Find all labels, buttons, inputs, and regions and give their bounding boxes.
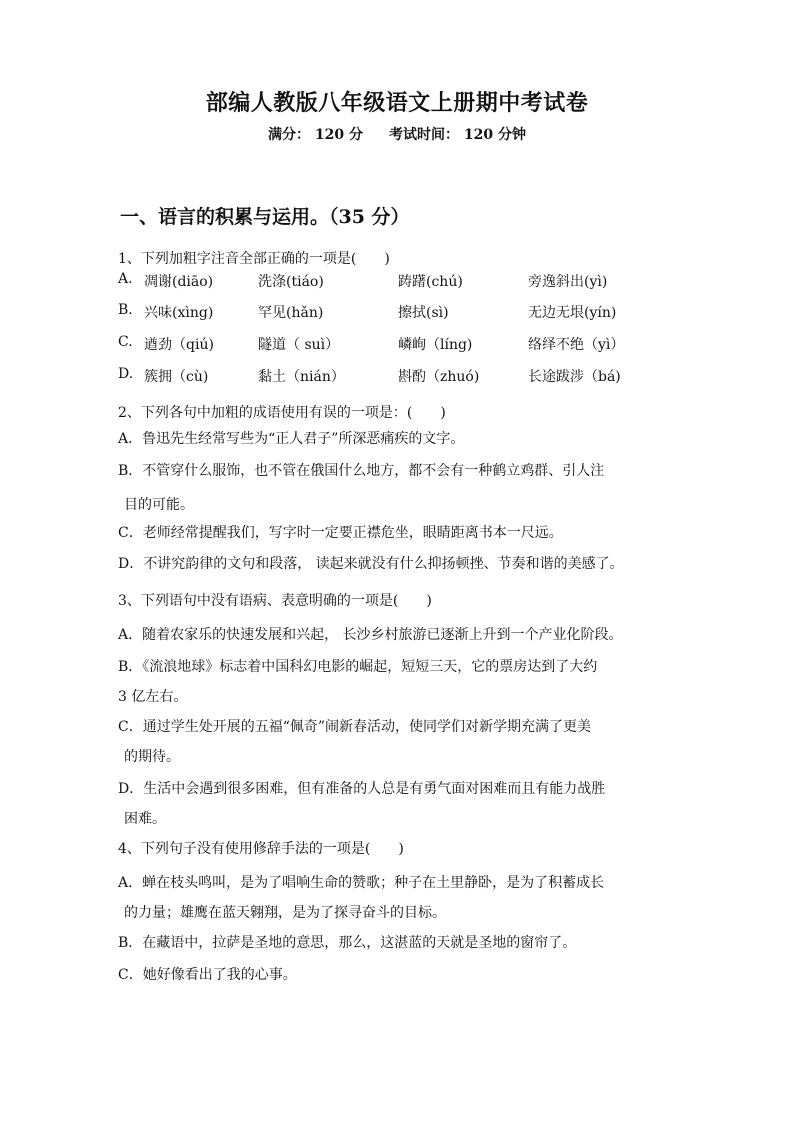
- question-1-stem: 1、下列加粗字注音全部正确的一项是( ): [118, 251, 390, 267]
- q4-option-a: A．蝉在枝头鸣叫，是为了唱响生命的赞歌；种子在土里静卧，是为了积蓄成长: [118, 875, 605, 891]
- q3-option-b: B．《流浪地球》标志着中国科幻电影的崛起，短短三天，它的票房达到了大约: [118, 659, 598, 675]
- option-label: C.: [118, 334, 133, 350]
- option-label: A.: [118, 271, 133, 287]
- q1-option-row-c: [118, 334, 678, 354]
- option-item: 洗涤(tiáo): [258, 274, 324, 290]
- q2-option-c: C．老师经常提醒我们，写字时一定要正襟危坐，眼睛距离书本一尺远。: [118, 525, 563, 541]
- q1-option-row-a: [118, 271, 678, 291]
- q3-option-d-cont: 困难。: [124, 811, 166, 827]
- option-item: 踌躇(chú): [398, 274, 463, 290]
- exam-time: 考试时间： 120 分钟: [389, 127, 526, 143]
- option-label: B.: [118, 302, 133, 318]
- q3-option-c: C．通过学生处开展的五福“佩奇”闹新春活动，使同学们对新学期充满了更美: [118, 719, 592, 735]
- option-item: 隧道（ suì）: [258, 337, 340, 353]
- q2-option-a: A．鲁迅先生经常写些为“正人君子”所深恶痛疾的文字。: [118, 431, 465, 447]
- option-item: 嶙峋（líng): [398, 337, 473, 353]
- option-item: 无边无垠(yín): [528, 305, 617, 321]
- q4-option-b: B．在藏语中，拉萨是圣地的意思，那么，这湛蓝的天就是圣地的窗帘了。: [118, 935, 577, 951]
- question-4-stem: 4、下列句子没有使用修辞手法的一项是( ): [118, 841, 404, 857]
- q2-option-b: B．不管穿什么服饰，也不管在俄国什么地方，都不会有一种鹤立鸡群、引人注: [118, 463, 605, 479]
- option-label: D.: [118, 366, 134, 382]
- q3-option-c-cont: 的期待。: [124, 749, 180, 765]
- option-item: 凋谢(diāo): [144, 274, 214, 290]
- q2-option-b-cont: 目的可能。: [124, 497, 194, 513]
- option-item: 擦拭(sì): [398, 305, 449, 321]
- option-item: 旁逸斜出(yì): [528, 274, 608, 290]
- option-item: 兴味(xìng): [144, 305, 214, 321]
- section-heading: 一、语言的积累与运用。（35 分）: [120, 206, 410, 228]
- q4-option-c: C．她好像看出了我的心事。: [118, 967, 297, 983]
- q1-option-row-b: [118, 302, 678, 322]
- option-item: 遒劲（qiú): [144, 337, 214, 353]
- option-item: 络绎不绝（yì）: [528, 337, 625, 353]
- option-item: 罕见(hǎn): [258, 305, 324, 321]
- question-2-stem: 2、下列各句中加粗的成语使用有误的一项是：( ): [118, 405, 446, 421]
- exam-meta: [0, 124, 794, 144]
- q2-option-d: D．不讲究韵律的文句和段落， 读起来就没有什么抑扬顿挫、节奏和谐的美感了。: [118, 556, 624, 572]
- option-item: 簇拥（cù): [144, 369, 209, 385]
- page-title: 部编人教版八年级语文上册期中考试卷: [205, 90, 589, 116]
- option-item: 黏土（nián）: [258, 369, 345, 385]
- option-item: 斟酌（zhuó): [398, 369, 480, 385]
- option-item: 长途跋涉（bá): [528, 369, 621, 385]
- full-score: 满分： 120 分: [268, 127, 363, 143]
- q3-option-b-cont: 3 亿左右。: [118, 689, 188, 705]
- q3-option-a: A．随着农家乐的快速发展和兴起， 长沙乡村旅游已逐渐上升到一个产业化阶段。: [118, 627, 623, 643]
- q3-option-d: D．生活中会遇到很多困难，但有准备的人总是有勇气面对困难而且有能力战胜: [118, 781, 606, 797]
- question-3-stem: 3、下列语句中没有语病、表意明确的一项是( ): [118, 593, 432, 609]
- q4-option-a-cont: 的力量；雄鹰在蓝天翱翔，是为了探寻奋斗的目标。: [124, 905, 446, 921]
- q1-option-row-d: [118, 366, 678, 386]
